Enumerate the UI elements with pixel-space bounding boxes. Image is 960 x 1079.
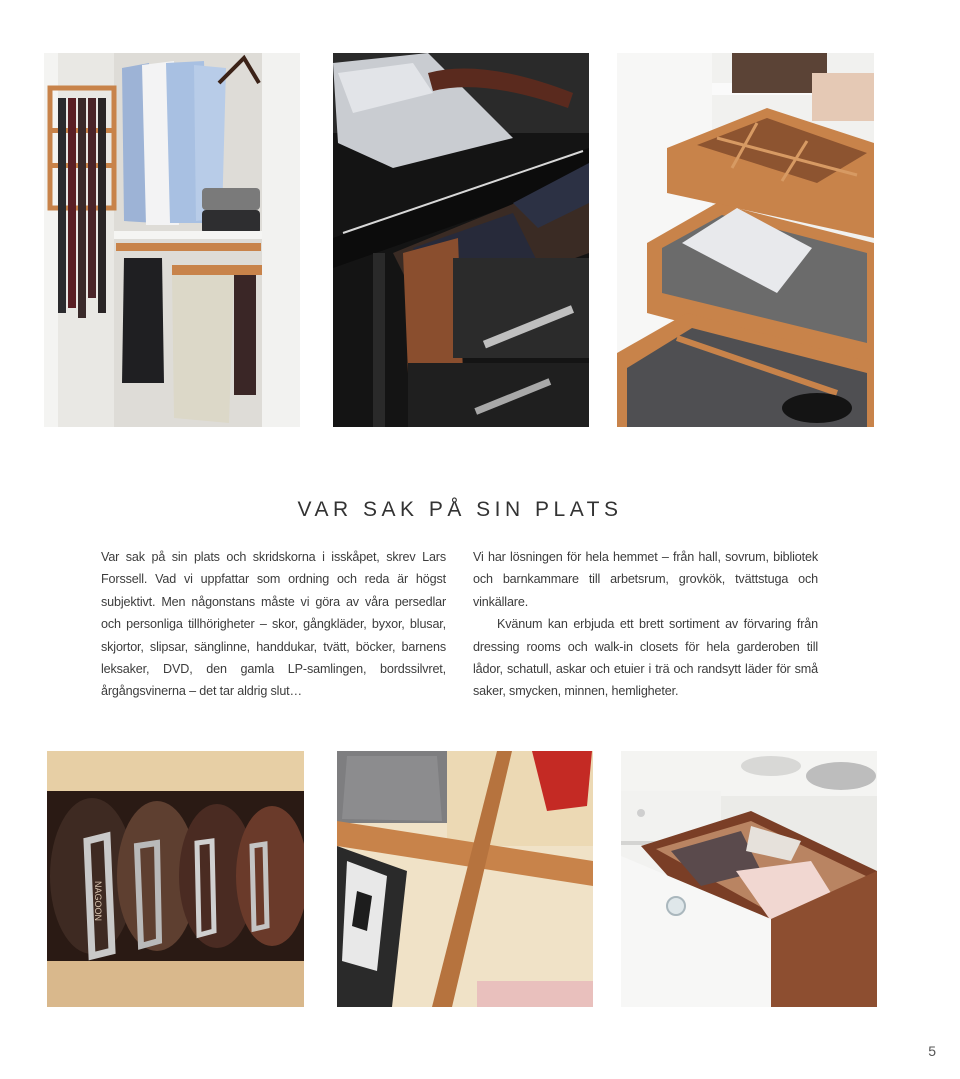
solution-paragraph: Vi har lösningen för hela hemmet – från hall, sovrum, bibliotek och barnkammare till arbetsrum, grovkök, tvättstuga och vinkällare. <box>473 550 818 609</box>
text-column-right <box>473 546 818 703</box>
photo-wooden-trays <box>617 53 874 427</box>
photo-drawer-divider <box>337 751 593 1007</box>
assortment-paragraph: Kvänum kan erbjuda ett brett sortiment av förvaring från dressing rooms och walk-in closets för hela garderoben till lådor, schatull, askar och etuier i trä och randsytt läder för små saker, smycken, minnen, hemligheter. <box>473 617 818 699</box>
photo-wardrobe-shirts <box>44 53 300 427</box>
photo-rolled-belts <box>47 751 304 1007</box>
photo-dark-drawers <box>333 53 589 427</box>
photo-white-drawer <box>621 751 877 1007</box>
page-number: 5 <box>928 1043 936 1059</box>
belt-brand-logo: NAGOON <box>93 881 103 922</box>
intro-paragraph: Var sak på sin plats och skridskorna i isskåpet, skrev Lars Forssell. Vad vi uppfattar som ordning och reda är högst subjektivt. Men någonstans måste vi göra av våra persedlar och personliga tillhörigheter – skor, gångkläder, byxor, blusar, skjortor, slipsar, sänglinne, handdukar, tvätt, böcker, barnens leksaker, DVD, den gamla LP-samlingen, bordssilvret, årgångsvinerna – det tar aldrig slut… <box>101 550 446 699</box>
text-column-left <box>101 546 446 703</box>
page-heading: VAR SAK PÅ SIN PLATS <box>297 498 623 521</box>
